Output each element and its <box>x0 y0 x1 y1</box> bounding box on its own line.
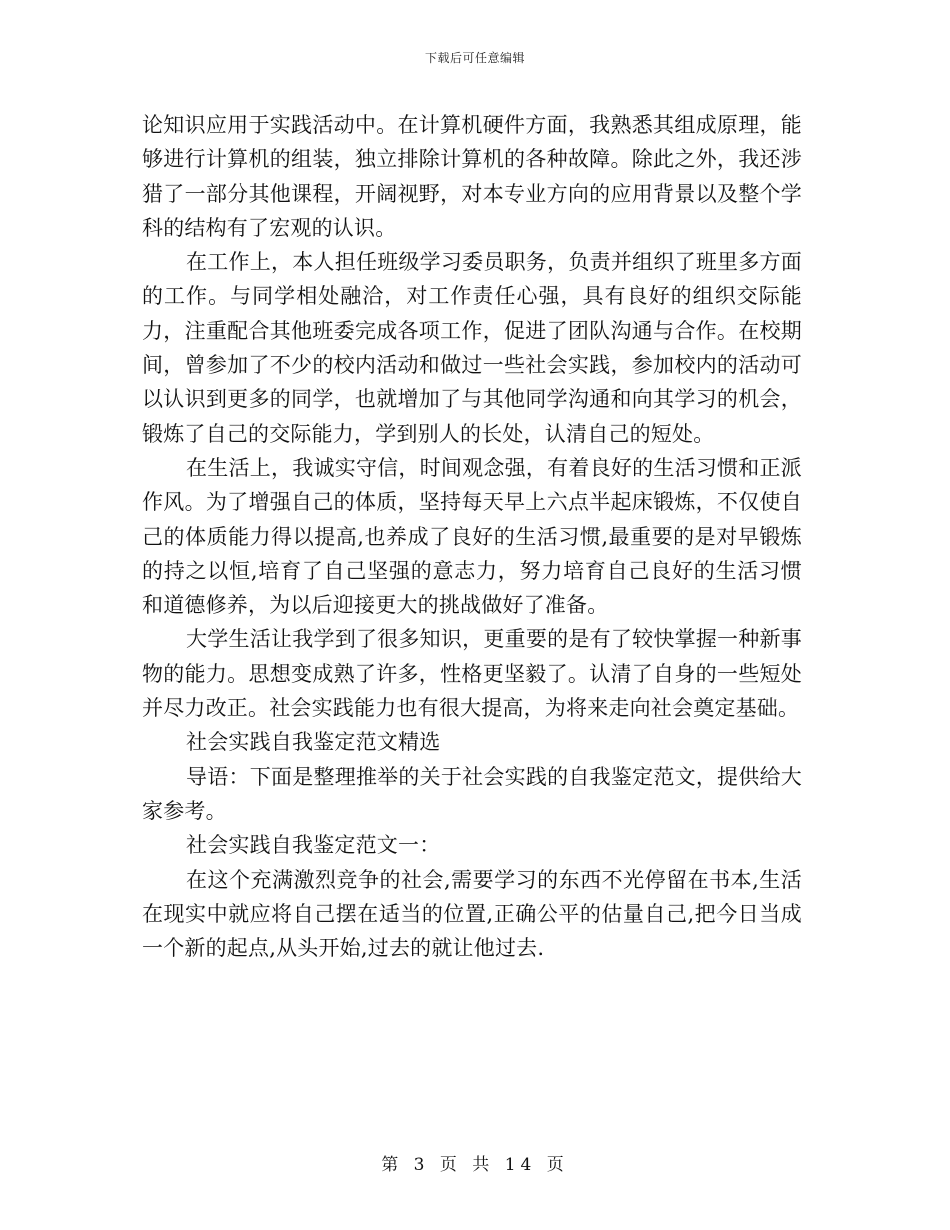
paragraph-life: 在生活上，我诚实守信，时间观念强，有着良好的生活习惯和正派作风。为了增强自己的体质，坚持每天早上六点半起床锻炼，不仅使自己的体质能力得以提高,也养成了良好的生活习惯,最重要的是对早锻炼的持之以恒,培育了自己坚强的意志力，努力培育自己良好的生活习惯和道德修养，为以后迎接更大的挑战做好了准备。 <box>142 455 802 618</box>
page-number: 第 3 页 共 14 页 <box>381 1155 569 1175</box>
section-title-social-practice: 社会实践自我鉴定范文精选 <box>186 730 441 755</box>
paragraph-work: 在工作上，本人担任班级学习委员职务，负责并组织了班里多方面的工作。与同学相处融洽，对工作责任心强，具有良好的组织交际能力，注重配合其他班委完成各项工作，促进了团队沟通与合作。在校期间，曾参加了不少的校内活动和做过一些社会实践，参加校内的活动可以认识到更多的同学，也就增加了与其他同学沟通和向其学习的机会，锻炼了自己的交际能力，学到别人的长处，认清自己的短处。 <box>142 250 802 446</box>
paragraph-introduction: 导语：下面是整理推举的关于社会实践的自我鉴定范文，提供给大家参考。 <box>142 764 802 823</box>
paragraph-knowledge-application: 论知识应用于实践活动中。在计算机硬件方面，我熟悉其组成原理，能够进行计算机的组装，独立排除计算机的各种故障。除此之外，我还涉猎了一部分其他课程，开阔视野，对本专业方向的应用背景以及整个学科的结构有了宏观的认识。 <box>142 113 802 240</box>
page-header: 下载后可任意编辑 <box>424 51 525 65</box>
paragraph-university-summary: 大学生活让我学到了很多知识，更重要的是有了较快掌握一种新事物的能力。思想变成熟了许多，性格更坚毅了。认清了自身的一些短处并尽力改正。社会实践能力也有很大提高，为将来走向社会奠定基础。 <box>142 627 802 721</box>
sample-title-one: 社会实践自我鉴定范文一： <box>186 833 441 858</box>
document-body <box>142 108 802 965</box>
paragraph-sample-one: 在这个充满激烈竞争的社会,需要学习的东西不光停留在书本,生活在现实中就应将自己摆在适当的位置,正确公平的估量自己,把今日当成一个新的起点,从头开始,过去的就让他过去. <box>142 867 802 961</box>
